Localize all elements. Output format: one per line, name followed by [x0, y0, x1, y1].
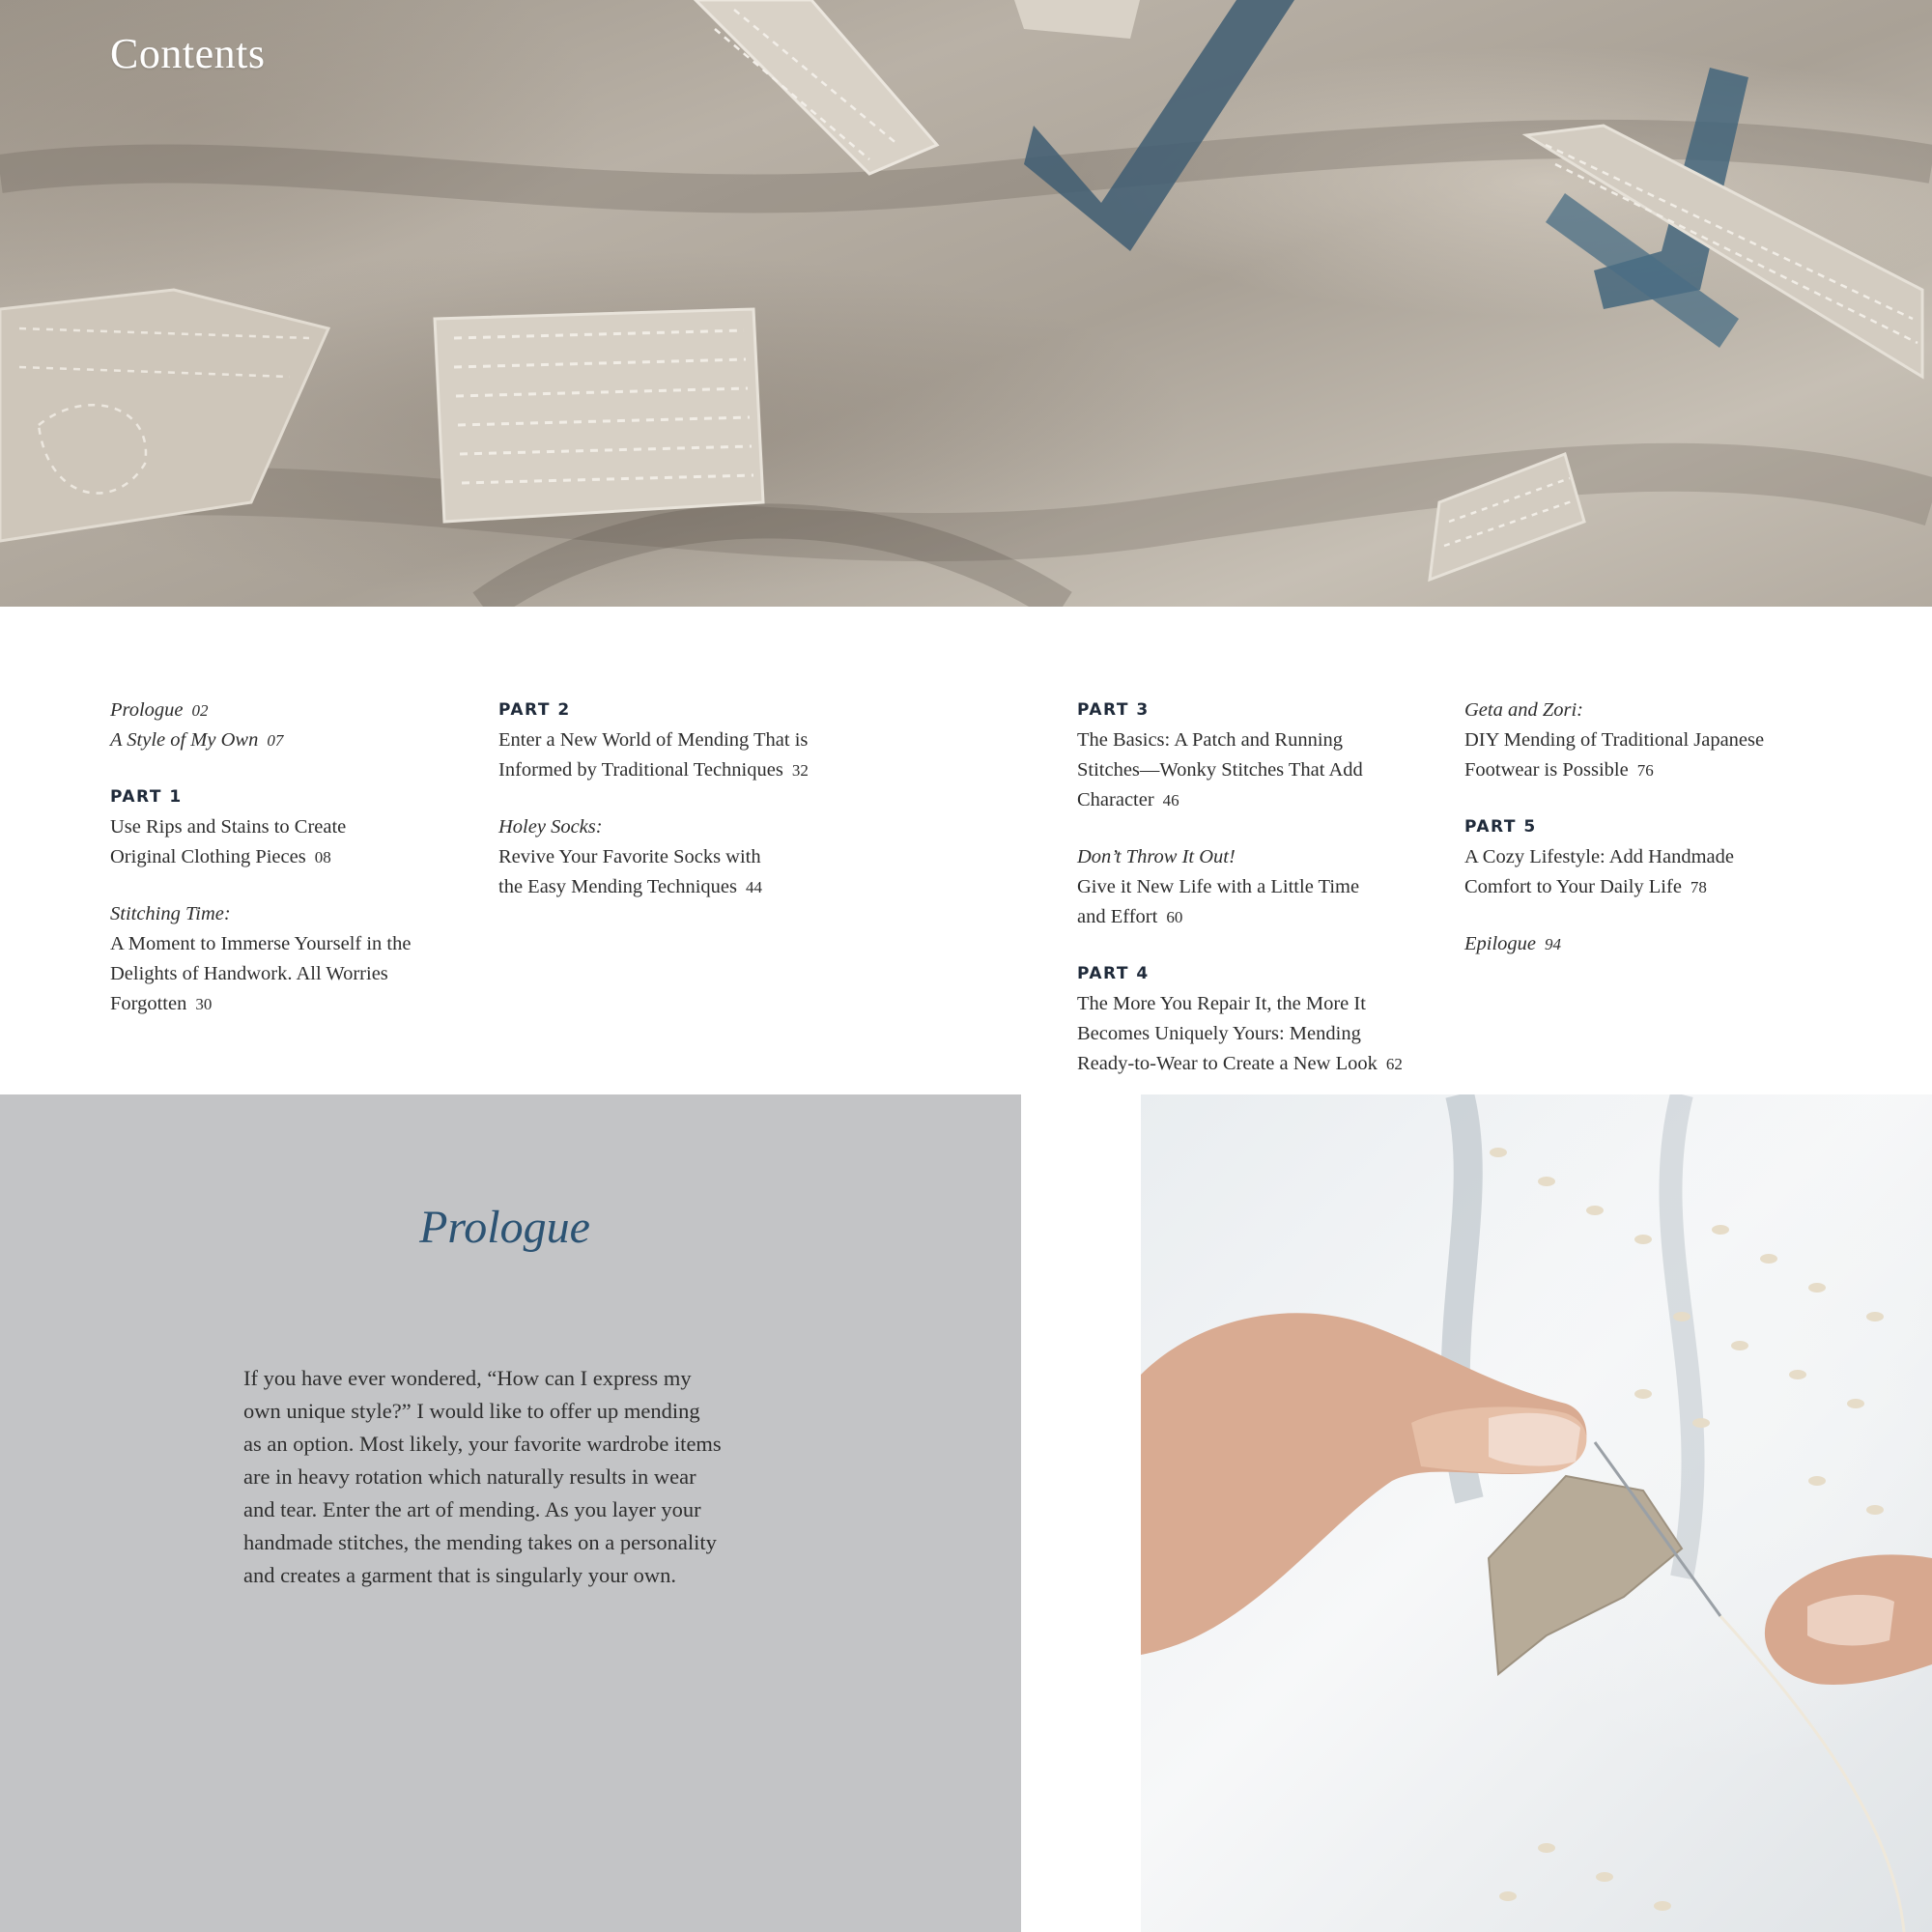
prologue-line: are in heavy rotation which naturally results in wear — [243, 1464, 696, 1489]
toc-title: A Style of My Own — [110, 729, 259, 751]
prologue-line: and creates a garment that is singularly your own. — [243, 1563, 676, 1587]
toc-entry-stitching-time[interactable] — [110, 899, 487, 1019]
mending-illustration — [1141, 1094, 1932, 1932]
hands-mending-photo — [1141, 1094, 1932, 1932]
prologue-body — [243, 1362, 784, 1592]
toc-entry-dont-throw-it-out[interactable] — [1077, 842, 1463, 932]
toc-line: Ready-to-Wear to Create a New Look — [1077, 1053, 1378, 1074]
toc-line: Informed by Traditional Techniques — [498, 759, 783, 781]
part-label: PART 4 — [1077, 964, 1150, 983]
linen-patch — [1489, 1476, 1682, 1674]
toc-column-2 — [498, 696, 904, 929]
toc-line: DIY Mending of Traditional Japanese — [1464, 729, 1765, 751]
contents-title: Contents — [110, 30, 266, 77]
patch-right — [1430, 126, 1922, 580]
toc-page-number: 07 — [267, 731, 284, 750]
toc-entry-part-2[interactable] — [498, 696, 904, 785]
toc-page-number: 44 — [745, 878, 762, 896]
toc-page-number: 32 — [791, 761, 809, 780]
prologue-line: If you have ever wondered, “How can I express my — [243, 1366, 692, 1390]
toc-page-number: 94 — [1545, 935, 1562, 953]
toc-subheading: Holey Socks: — [498, 816, 603, 838]
toc-entry-part-4[interactable] — [1077, 959, 1463, 1079]
prologue-line: handmade stitches, the mending takes on a personality — [243, 1530, 717, 1554]
prologue-line: and tear. Enter the art of mending. As you layer your — [243, 1497, 701, 1521]
toc-entry-part-3[interactable] — [1077, 696, 1463, 815]
toc-line: Delights of Handwork. All Worries — [110, 963, 388, 984]
part-label: PART 3 — [1077, 700, 1150, 720]
toc-entry-prologue[interactable] — [110, 696, 487, 725]
hero-fabric-photo — [0, 0, 1932, 607]
fabric-illustration — [0, 0, 1932, 607]
toc-page-number: 08 — [314, 848, 331, 867]
toc-line: Give it New Life with a Little Time — [1077, 876, 1360, 897]
toc-line: The More You Repair It, the More It — [1077, 993, 1366, 1014]
toc-entry-holey-socks[interactable] — [498, 812, 904, 902]
toc-line: and Effort — [1077, 906, 1158, 927]
toc-subheading: Don’t Throw It Out! — [1077, 846, 1236, 867]
patch-center — [435, 309, 763, 522]
toc-line: Character — [1077, 789, 1154, 810]
toc-title: Epilogue — [1464, 933, 1537, 954]
toc-column-3 — [1077, 696, 1463, 1106]
toc-line: Comfort to Your Daily Life — [1464, 876, 1682, 897]
prologue-line: as an option. Most likely, your favorite wardrobe items — [243, 1432, 722, 1456]
toc-page-number: 30 — [195, 995, 213, 1013]
toc-line: Becomes Uniquely Yours: Mending — [1077, 1023, 1361, 1044]
toc-page-number: 46 — [1162, 791, 1179, 810]
toc-column-1 — [110, 696, 487, 1046]
toc-line: A Cozy Lifestyle: Add Handmade — [1464, 846, 1734, 867]
prologue-panel — [0, 1094, 1021, 1932]
toc-entry-style-of-my-own[interactable] — [110, 725, 487, 755]
toc-line: the Easy Mending Techniques — [498, 876, 737, 897]
part-label: PART 1 — [110, 787, 183, 807]
toc-subheading: Stitching Time: — [110, 903, 231, 924]
toc-line: Enter a New World of Mending That is — [498, 729, 809, 751]
toc-line: Stitches—Wonky Stitches That Add — [1077, 759, 1363, 781]
toc-line: Use Rips and Stains to Create — [110, 816, 347, 838]
toc-page-number: 76 — [1636, 761, 1654, 780]
toc-line: Revive Your Favorite Socks with — [498, 846, 761, 867]
part-label: PART 2 — [498, 700, 571, 720]
toc-entry-part-1[interactable] — [110, 782, 487, 872]
patch-top — [696, 0, 1140, 174]
part-label: PART 5 — [1464, 817, 1537, 837]
toc-page-number: 78 — [1690, 878, 1707, 896]
toc-entry-part-5[interactable] — [1464, 812, 1870, 902]
toc-line: A Moment to Immerse Yourself in the — [110, 933, 412, 954]
toc-page-number: 60 — [1166, 908, 1183, 926]
toc-entry-geta-and-zori[interactable] — [1464, 696, 1870, 785]
prologue-line: own unique style?” I would like to offer up mending — [243, 1399, 700, 1423]
prologue-heading: Prologue — [419, 1202, 590, 1253]
toc-line: Footwear is Possible — [1464, 759, 1629, 781]
toc-line: Original Clothing Pieces — [110, 846, 306, 867]
toc-line: The Basics: A Patch and Running — [1077, 729, 1344, 751]
toc-page-number: 02 — [191, 701, 209, 720]
toc-title: Prologue — [110, 699, 184, 721]
toc-entry-epilogue[interactable] — [1464, 929, 1870, 959]
toc-page-number: 62 — [1385, 1055, 1403, 1073]
toc-line: Forgotten — [110, 993, 187, 1014]
toc-column-4 — [1464, 696, 1870, 986]
toc-subheading: Geta and Zori: — [1464, 699, 1583, 721]
